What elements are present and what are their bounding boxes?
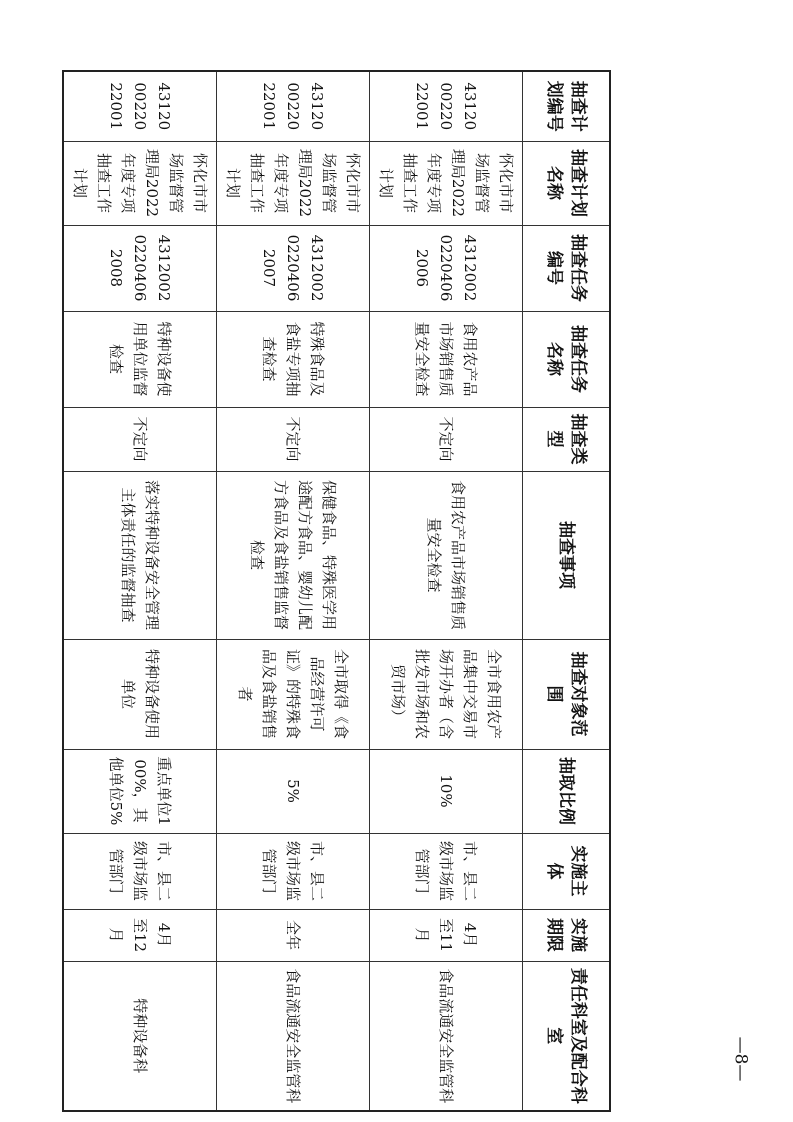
header-plan-name: 抽查计划名称 <box>523 141 611 225</box>
cell-type: 不定向 <box>370 407 523 471</box>
cell-task-id: 431200202204062007 <box>217 225 370 311</box>
table-row <box>370 71 523 1111</box>
cell-period: 4月至11月 <box>370 909 523 961</box>
header-task-name: 抽查任务名称 <box>523 311 611 407</box>
cell-plan-id: 431200022022001 <box>217 71 370 141</box>
inspection-plan-table <box>62 70 611 1112</box>
cell-period: 4月至12月 <box>63 909 217 961</box>
cell-department: 特种设备科 <box>63 961 217 1111</box>
cell-plan-id: 431200022022001 <box>63 71 217 141</box>
header-scope: 抽查对象范围 <box>523 639 611 749</box>
cell-scope: 全市取得《食品经营许可证》的特殊食品及食盐销售者 <box>217 639 370 749</box>
cell-plan-name: 怀化市市场监督管理局2022年度专项抽查工作计划 <box>63 141 217 225</box>
header-ratio: 抽取比例 <box>523 749 611 833</box>
cell-type: 不定向 <box>217 407 370 471</box>
cell-item: 保健食品、特殊医学用途配方食品、婴幼儿配方食品及食盐销售监督检查 <box>217 471 370 639</box>
cell-plan-id: 431200022022001 <box>370 71 523 141</box>
cell-executor: 市、县二级市场监管部门 <box>370 833 523 909</box>
header-row <box>523 71 611 1111</box>
cell-ratio: 重点单位100%，其他单位5% <box>63 749 217 833</box>
header-type: 抽查类型 <box>523 407 611 471</box>
page-number <box>720 1024 760 1094</box>
cell-department: 食品流通安全监管科 <box>370 961 523 1111</box>
cell-department: 食品流通安全监管科 <box>217 961 370 1111</box>
cell-scope: 全市食用农产品集中交易市场开办者（含批发市场和农贸市场） <box>370 639 523 749</box>
cell-task-id: 431200202204062008 <box>63 225 217 311</box>
cell-executor: 市、县二级市场监管部门 <box>217 833 370 909</box>
table-wrapper <box>71 70 611 1104</box>
cell-plan-name: 怀化市市场监督管理局2022年度专项抽查工作计划 <box>370 141 523 225</box>
cell-item: 食用农产品市场销售质量安全检查 <box>370 471 523 639</box>
cell-type: 不定向 <box>63 407 217 471</box>
cell-item: 落实特种设备安全管理主体责任的监督抽查 <box>63 471 217 639</box>
header-period: 实施期限 <box>523 909 611 961</box>
cell-scope: 特种设备使用单位 <box>63 639 217 749</box>
cell-ratio: 5% <box>217 749 370 833</box>
header-executor: 实施主体 <box>523 833 611 909</box>
cell-task-name: 特种设备使用单位监督检查 <box>63 311 217 407</box>
header-item: 抽查事项 <box>523 471 611 639</box>
cell-task-name: 食用农产品市场销售质量安全检查 <box>370 311 523 407</box>
cell-ratio: 10% <box>370 749 523 833</box>
cell-period: 全年 <box>217 909 370 961</box>
header-task-id: 抽查任务编号 <box>523 225 611 311</box>
table-row <box>63 71 217 1111</box>
header-plan-id: 抽查计划编号 <box>523 71 611 141</box>
cell-task-name: 特殊食品及食盐专项抽查检查 <box>217 311 370 407</box>
cell-task-id: 431200202204062006 <box>370 225 523 311</box>
page-number-text: —8— <box>730 1036 751 1082</box>
table-row <box>217 71 370 1111</box>
cell-executor: 市、县二级市场监管部门 <box>63 833 217 909</box>
header-department: 责任科室及配合科室 <box>523 961 611 1111</box>
cell-plan-name: 怀化市市场监督管理局2022年度专项抽查工作计划 <box>217 141 370 225</box>
